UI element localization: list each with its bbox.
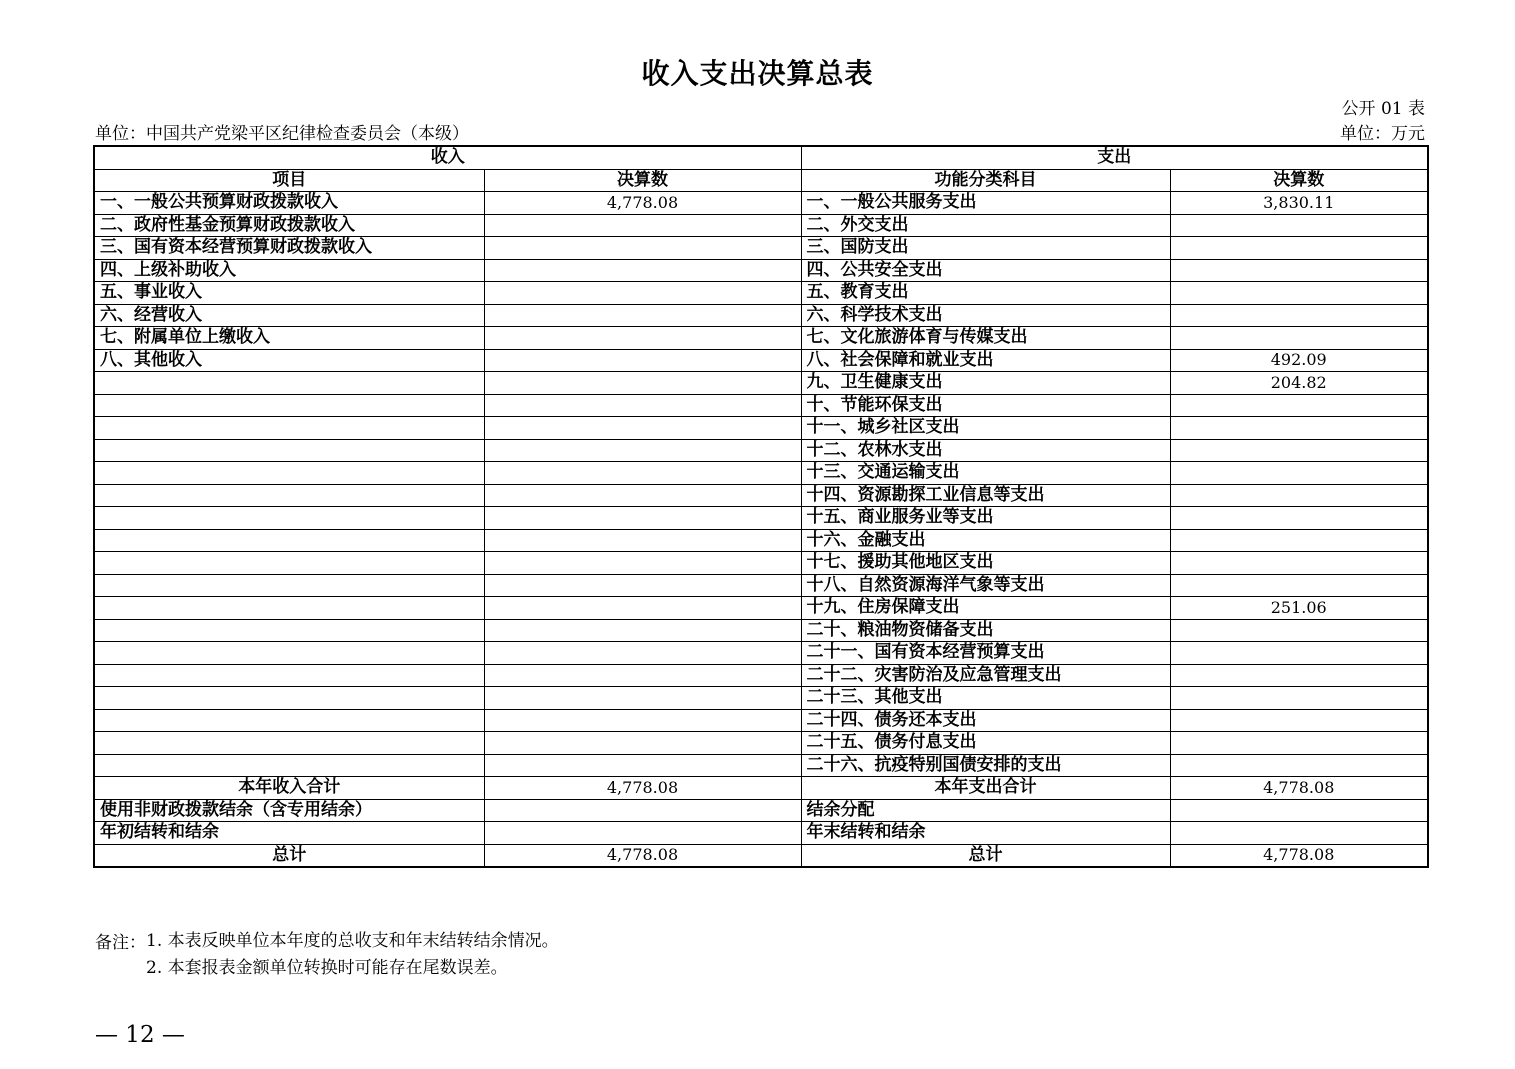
table-row: [94, 552, 1428, 575]
table-row: [94, 417, 1428, 440]
income-value-cell: [484, 327, 801, 350]
table-row: [94, 619, 1428, 642]
expense-item-cell: 二十六、抗疫特别国债安排的支出: [801, 754, 1170, 777]
income-value-cell: [484, 664, 801, 687]
table-row: [94, 214, 1428, 237]
income-value-cell: [484, 642, 801, 665]
income-value-cell: [484, 754, 801, 777]
income-item-cell: 四、上级补助收入: [94, 259, 484, 282]
income-item-cell: 一、一般公共预算财政拨款收入: [94, 192, 484, 215]
income-value-cell: [484, 372, 801, 395]
table-row: [94, 349, 1428, 372]
expense-value-cell: [1170, 394, 1428, 417]
income-item-cell: 七、附属单位上缴收入: [94, 327, 484, 350]
table-row: [94, 282, 1428, 305]
income-item-cell: 本年收入合计: [94, 777, 484, 800]
income-item-cell: [94, 417, 484, 440]
expense-item-cell: 十六、金融支出: [801, 529, 1170, 552]
income-value-cell: [484, 259, 801, 282]
expense-value-cell: [1170, 574, 1428, 597]
expense-value-cell: [1170, 282, 1428, 305]
expense-value-cell: [1170, 754, 1428, 777]
expense-item-cell: 六、科学技术支出: [801, 304, 1170, 327]
currency-unit-label: 单位：万元: [1340, 124, 1425, 144]
table-row: [94, 732, 1428, 755]
summary-row: [94, 844, 1428, 867]
expense-item-column-header: 功能分类科目: [801, 169, 1170, 192]
income-value-cell: [484, 349, 801, 372]
income-item-cell: [94, 552, 484, 575]
expense-item-cell: 十五、商业服务业等支出: [801, 507, 1170, 530]
income-value-cell: [484, 529, 801, 552]
income-item-cell: [94, 529, 484, 552]
income-value-cell: 4,778.08: [484, 192, 801, 215]
income-item-cell: [94, 664, 484, 687]
income-value-cell: [484, 282, 801, 305]
summary-row: [94, 822, 1428, 845]
page-title: 收入支出决算总表: [641, 57, 874, 90]
income-value-cell: [484, 214, 801, 237]
section-header-row: [94, 146, 1428, 169]
expense-item-cell: 三、国防支出: [801, 237, 1170, 260]
table-row: [94, 237, 1428, 260]
expense-item-cell: 年末结转和结余: [801, 822, 1170, 845]
income-item-cell: 五、事业收入: [94, 282, 484, 305]
expense-value-cell: [1170, 619, 1428, 642]
table-row: [94, 394, 1428, 417]
expense-value-cell: [1170, 484, 1428, 507]
income-value-cell: [484, 619, 801, 642]
income-value-cell: [484, 687, 801, 710]
expense-item-cell: 十一、城乡社区支出: [801, 417, 1170, 440]
income-value-cell: [484, 237, 801, 260]
income-value-cell: [484, 507, 801, 530]
expense-item-cell: 二十、粮油物资储备支出: [801, 619, 1170, 642]
income-item-cell: [94, 597, 484, 620]
income-value-cell: [484, 439, 801, 462]
expense-value-cell: [1170, 327, 1428, 350]
table-code-label: 公开 01 表: [1341, 99, 1425, 119]
expense-item-cell: 二十三、其他支出: [801, 687, 1170, 710]
income-item-cell: 二、政府性基金预算财政拨款收入: [94, 214, 484, 237]
summary-row: [94, 777, 1428, 800]
notes-body: [146, 928, 559, 982]
table-row: [94, 484, 1428, 507]
income-item-cell: [94, 642, 484, 665]
income-item-cell: 六、经营收入: [94, 304, 484, 327]
expense-item-cell: 结余分配: [801, 799, 1170, 822]
table-row: [94, 372, 1428, 395]
expense-value-cell: [1170, 507, 1428, 530]
expense-item-cell: 十、节能环保支出: [801, 394, 1170, 417]
income-value-cell: [484, 417, 801, 440]
income-item-cell: [94, 732, 484, 755]
expense-item-cell: 十七、援助其他地区支出: [801, 552, 1170, 575]
table-row: [94, 259, 1428, 282]
table-row: [94, 597, 1428, 620]
expense-item-cell: 一、一般公共服务支出: [801, 192, 1170, 215]
expense-value-cell: [1170, 417, 1428, 440]
expense-item-cell: 九、卫生健康支出: [801, 372, 1170, 395]
income-item-cell: 总计: [94, 844, 484, 867]
expense-value-cell: [1170, 462, 1428, 485]
expense-value-cell: [1170, 439, 1428, 462]
table-row: [94, 507, 1428, 530]
expense-item-cell: 二十五、债务付息支出: [801, 732, 1170, 755]
expense-value-cell: [1170, 709, 1428, 732]
expense-value-cell: [1170, 687, 1428, 710]
summary-row: [94, 799, 1428, 822]
income-item-cell: [94, 462, 484, 485]
expense-item-cell: 七、文化旅游体育与传媒支出: [801, 327, 1170, 350]
income-item-cell: [94, 439, 484, 462]
table-row: [94, 529, 1428, 552]
expense-value-cell: [1170, 529, 1428, 552]
budget-summary-table: [93, 145, 1429, 868]
income-value-cell: [484, 394, 801, 417]
notes-block: [95, 928, 559, 982]
expense-value-cell: [1170, 732, 1428, 755]
income-item-cell: [94, 687, 484, 710]
expense-value-cell: 4,778.08: [1170, 777, 1428, 800]
table-row: [94, 327, 1428, 350]
expense-value-cell: [1170, 642, 1428, 665]
table-row: [94, 687, 1428, 710]
unit-label: 单位：中国共产党梁平区纪律检查委员会（本级）: [95, 124, 469, 144]
income-item-column-header: 项目: [94, 169, 484, 192]
expense-item-cell: 十四、资源勘探工业信息等支出: [801, 484, 1170, 507]
notes-label: 备注：: [95, 933, 146, 953]
table-body: [94, 192, 1428, 868]
table-row: [94, 192, 1428, 215]
expense-value-cell: [1170, 822, 1428, 845]
income-amount-column-header: 决算数: [484, 169, 801, 192]
expense-item-cell: 十八、自然资源海洋气象等支出: [801, 574, 1170, 597]
table-row: [94, 439, 1428, 462]
expense-item-cell: 五、教育支出: [801, 282, 1170, 305]
income-item-cell: 八、其他收入: [94, 349, 484, 372]
income-value-cell: [484, 597, 801, 620]
income-item-cell: [94, 619, 484, 642]
expense-value-cell: [1170, 304, 1428, 327]
column-header-row: [94, 169, 1428, 192]
table-row: [94, 304, 1428, 327]
table-row: [94, 642, 1428, 665]
meta-row: [95, 119, 1425, 144]
income-value-cell: [484, 304, 801, 327]
income-item-cell: 三、国有资本经营预算财政拨款收入: [94, 237, 484, 260]
expense-item-cell: 本年支出合计: [801, 777, 1170, 800]
income-item-cell: [94, 507, 484, 530]
expense-value-cell: [1170, 664, 1428, 687]
income-value-cell: [484, 484, 801, 507]
expense-section-header: 支出: [801, 146, 1428, 169]
table-row: [94, 664, 1428, 687]
expense-item-cell: 十九、住房保障支出: [801, 597, 1170, 620]
table-row: [94, 462, 1428, 485]
expense-value-cell: [1170, 552, 1428, 575]
income-item-cell: 使用非财政拨款结余（含专用结余）: [94, 799, 484, 822]
income-section-header: 收入: [94, 146, 801, 169]
expense-item-cell: 十二、农林水支出: [801, 439, 1170, 462]
income-value-cell: [484, 574, 801, 597]
income-item-cell: 年初结转和结余: [94, 822, 484, 845]
expense-item-cell: 八、社会保障和就业支出: [801, 349, 1170, 372]
expense-item-cell: 二十四、债务还本支出: [801, 709, 1170, 732]
expense-amount-column-header: 决算数: [1170, 169, 1428, 192]
expense-value-cell: [1170, 214, 1428, 237]
expense-value-cell: 204.82: [1170, 372, 1428, 395]
expense-item-cell: 十三、交通运输支出: [801, 462, 1170, 485]
income-item-cell: [94, 709, 484, 732]
expense-item-cell: 二十二、灾害防治及应急管理支出: [801, 664, 1170, 687]
income-item-cell: [94, 372, 484, 395]
expense-value-cell: [1170, 799, 1428, 822]
table-row: [94, 754, 1428, 777]
income-value-cell: [484, 709, 801, 732]
income-value-cell: [484, 732, 801, 755]
income-item-cell: [94, 754, 484, 777]
note-line-2: 2. 本套报表金额单位转换时可能存在尾数误差。: [146, 958, 508, 979]
table-row: [94, 709, 1428, 732]
income-value-cell: 4,778.08: [484, 844, 801, 867]
note-line-1: 1. 本表反映单位本年度的总收支和年末结转结余情况。: [146, 931, 559, 951]
expense-item-cell: 总计: [801, 844, 1170, 867]
table-row: [94, 574, 1428, 597]
page-number: — 12 —: [95, 1022, 185, 1048]
income-item-cell: [94, 484, 484, 507]
income-value-cell: [484, 822, 801, 845]
expense-value-cell: [1170, 237, 1428, 260]
expense-item-cell: 二、外交支出: [801, 214, 1170, 237]
income-item-cell: [94, 574, 484, 597]
expense-value-cell: 3,830.11: [1170, 192, 1428, 215]
expense-item-cell: 二十一、国有资本经营预算支出: [801, 642, 1170, 665]
expense-value-cell: 4,778.08: [1170, 844, 1428, 867]
income-value-cell: [484, 799, 801, 822]
income-item-cell: [94, 394, 484, 417]
income-value-cell: [484, 552, 801, 575]
expense-value-cell: 251.06: [1170, 597, 1428, 620]
income-value-cell: [484, 462, 801, 485]
expense-value-cell: 492.09: [1170, 349, 1428, 372]
expense-item-cell: 四、公共安全支出: [801, 259, 1170, 282]
expense-value-cell: [1170, 259, 1428, 282]
income-value-cell: 4,778.08: [484, 777, 801, 800]
